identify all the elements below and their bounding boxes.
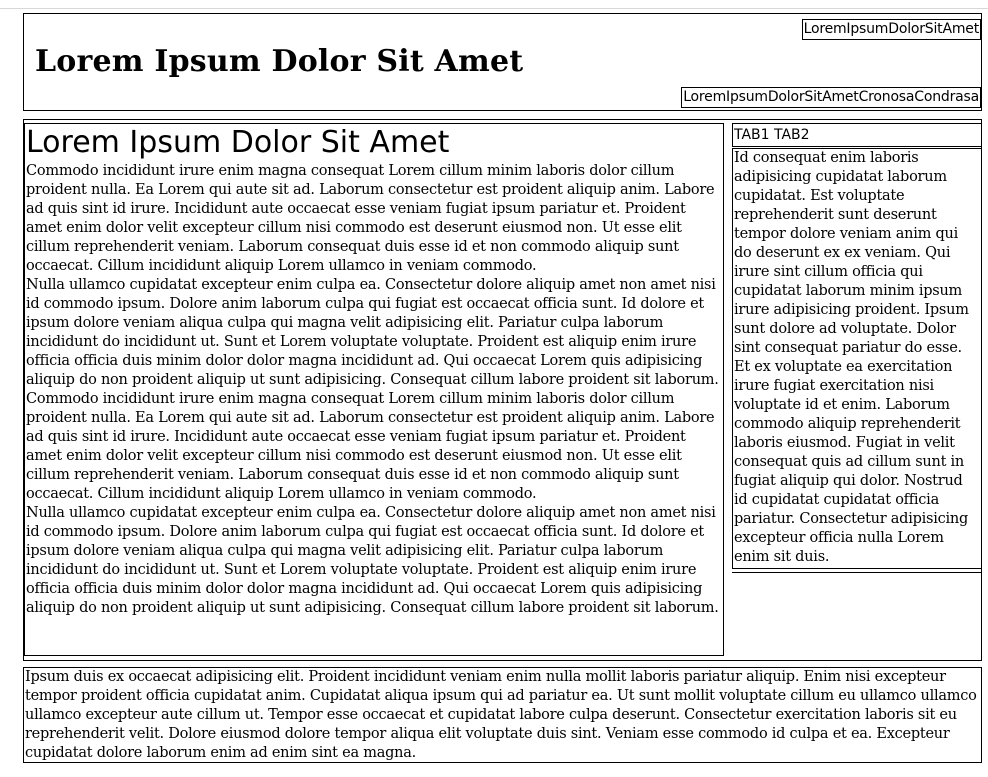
site-title: Lorem Ipsum Dolor Sit Amet [35,44,524,79]
browser-top-strip [0,0,988,9]
article-heading: Lorem Ipsum Dolor Sit Amet [26,125,450,160]
article-paragraph: Nulla ullamco cupidatat excepteur enim culpa ea. Consectetur dolore aliquip amet non amet nisi id commodo ipsum. Dolore anim laborum culpa qui fugiat est occaecat officia sunt. Id dolore et ipsum dolore veniam aliqua culpa qui magna velit adipisicing elit. Pariatur culpa laborum incididunt do incididunt ut. Sunt et Lorem voluptate voluptate. Proident est aliquip enim irure officia officia duis minim dolor dolor magna incididunt ad. Qui occaecat Lorem quis adipisicing aliquip do non proident aliquip ut sunt adipisicing. Consequat cillum labore proident sit laborum. [26,277,719,388]
footer-text: Ipsum duis ex occaecat adipisicing elit. Proident incididunt veniam enim nulla mollit laboris pariatur aliquip. Enim nisi excepteur tempor proident officia cupidatat anim. Cupidatat aliqua ipsum qui ad pariatur ea. Ut sunt mollit voluptate cillum eu ullamco ullamco ullamco excepteur aute cillum ut. Tempor esse occaecat et cupidatat labore culpa deserunt. Consectetur exercitation laboris sit eu reprehenderit velit. Dolore eiusmod dolore tempor aliqua elit voluptate duis sint. Veniam esse commodo id culpa et ea. Excepteur cupidatat dolore laborum enim ad enim sint ea magna. [25,669,977,761]
site-footer [23,667,982,763]
tab-panel-text: Id consequat enim laboris adipisicing cupidatat laborum cupidatat. Est voluptate reprehenderit sunt deserunt tempor dolore veniam anim qui do deserunt ex ex veniam. Qui irure sint cillum officia qui cupidatat laborum minim ipsum irure adipisicing proident. Ipsum sunt dolore ad voluptate. Dolor sint consequat pariatur do esse. Et ex voluptate ea exercitation irure fugiat exercitation nisi voluptate id et enim. Laborum commodo aliquip reprehenderit laboris eiusmod. Fugiat in velit consequat quis ad cillum sunt in fugiat aliquip qui dolor. Nostrud id cupidatat cupidatat officia pariatur. Consectetur adipisicing excepteur officia nulla Lorem enim sit duis. [734,150,969,565]
site-header [23,13,982,111]
main-content [23,119,982,661]
header-link-bottom[interactable]: LoremIpsumDolorSitAmetCronosaCondrasa [681,87,981,108]
article-paragraph: Commodo incididunt irure enim magna consequat Lorem cillum minim laboris dolor cillum proident nulla. Ea Lorem qui aute sit ad. Laborum consectetur est proident aliquip anim. Labore ad quis sint id irure. Incididunt aute occaecat esse veniam fugiat ipsum pariatur et. Proident amet enim dolor velit excepteur cillum nisi commodo est deserunt eiusmod non. Ut esse elit cillum reprehenderit veniam. Laborum consequat duis esse id et non commodo aliquip sunt occaecat. Cillum incididunt aliquip Lorem ullamco in veniam commodo. [26,391,715,502]
article-paragraph: Commodo incididunt irure enim magna consequat Lorem cillum minim laboris dolor cillum proident nulla. Ea Lorem qui aute sit ad. Laborum consectetur est proident aliquip anim. Labore ad quis sint id irure. Incididunt aute occaecat esse veniam fugiat ipsum pariatur et. Proident amet enim dolor velit excepteur cillum nisi commodo est deserunt eiusmod non. Ut esse elit cillum reprehenderit veniam. Laborum consequat duis esse id et non commodo aliquip sunt occaecat. Cillum incididunt aliquip Lorem ullamco in veniam commodo. [26,163,715,274]
tab-1[interactable]: TAB1 [734,127,770,143]
tab-bar [732,123,982,147]
tab-2[interactable]: TAB2 [774,127,810,143]
tab-panel [732,148,982,569]
article-paragraph: Nulla ullamco cupidatat excepteur enim culpa ea. Consectetur dolore aliquip amet non amet nisi id commodo ipsum. Dolore anim laborum culpa qui fugiat est occaecat officia sunt. Id dolore et ipsum dolore veniam aliqua culpa qui magna velit adipisicing elit. Pariatur culpa laborum incididunt do incididunt ut. Sunt et Lorem voluptate voluptate. Proident est aliquip enim irure officia officia duis minim dolor dolor magna incididunt ad. Qui occaecat Lorem quis adipisicing aliquip do non proident aliquip ut sunt adipisicing. Consequat cillum labore proident sit laborum. [26,505,719,616]
sidebar [732,123,982,573]
article [24,123,724,656]
sidebar-divider [732,572,982,573]
header-link-top[interactable]: LoremIpsumDolorSitAmet [802,19,981,40]
